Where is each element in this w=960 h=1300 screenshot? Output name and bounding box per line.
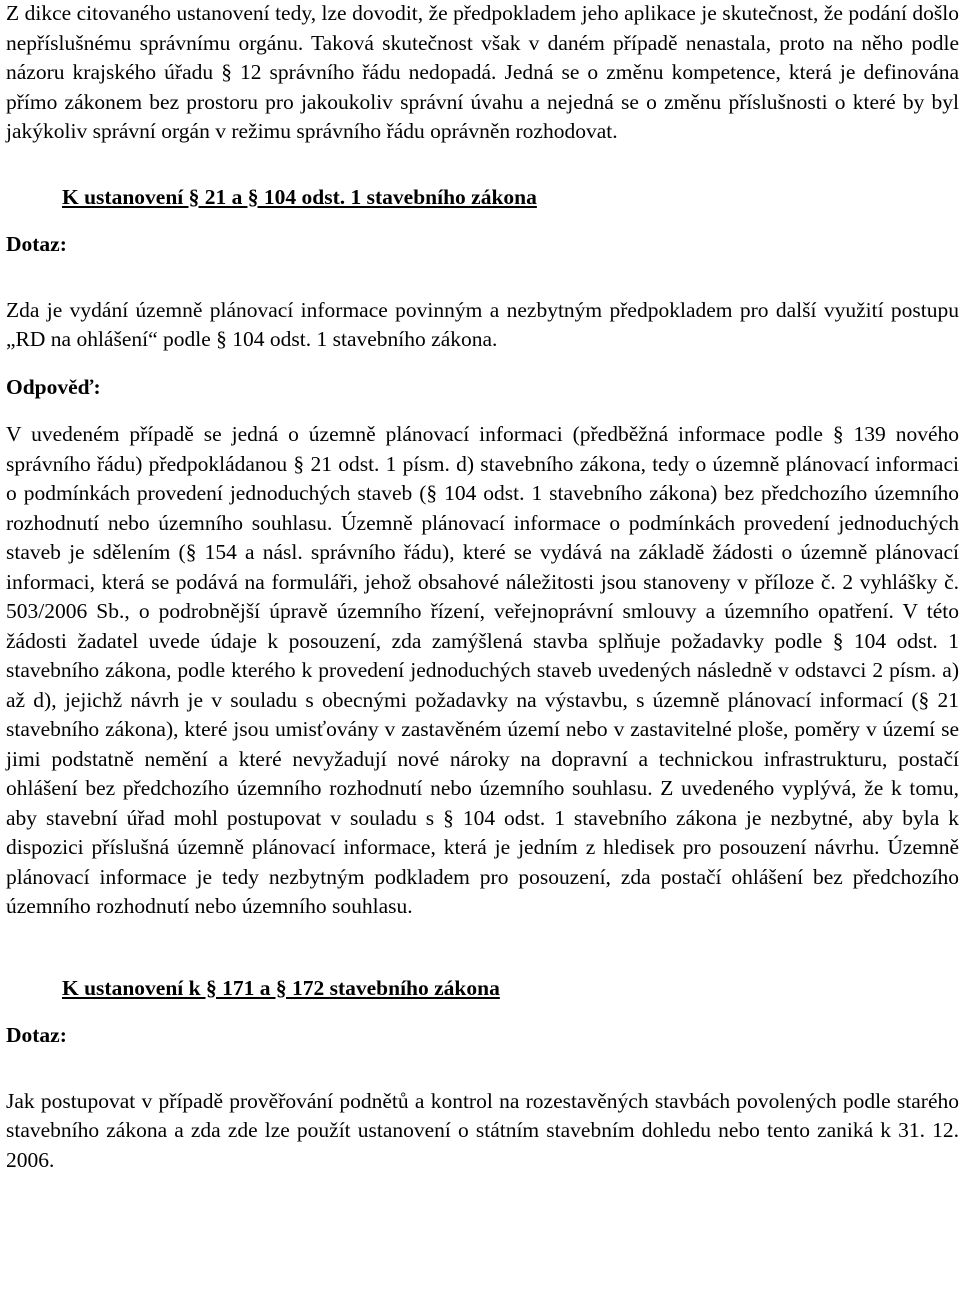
question-text: Jak postupovat v případě prověřování podnětů a kontrol na rozestavěných stavbách povolených podle starého stavebního zákona a zda zde lze použít ustanovení o státním stavebním dohledu nebo tento zaniká k 31. 12. 2006. [6,1088,959,1172]
spacer [6,922,959,974]
spacer [6,260,959,296]
spacer [6,402,959,420]
answer-label: Odpověď: [6,374,101,399]
question-label: Dotaz: [6,232,67,256]
spacer [6,1003,959,1021]
question-text: Zda je vydání územně plánovací informace povinným a nezbytným předpokladem pro další využití postupu „RD na ohlášení“ podle § 104 odst. 1 stavebního zákona. [6,297,959,351]
section-heading-171-172: K ustanovení k § 171 a § 172 stavebního zákona [62,975,500,1000]
spacer [6,1051,959,1087]
spacer [6,147,959,183]
document-page [6,0,959,1175]
spacer [6,355,959,373]
spacer [6,212,959,230]
intro-paragraph: Z dikce citovaného ustanovení tedy, lze dovodit, že předpokladem jeho aplikace je skutečnost, že podání došlo nepříslušnému správnímu orgánu. Taková skutečnost však v daném případě nenastala, proto na něho podle názoru krajského úřadu § 12 správního řádu nedopadá. Jedná se o změnu kompetence, která je definována přímo zákonem bez prostoru pro jakoukoliv správní úvahu a nejedná se o změnu příslušnosti o které by byl jakýkoliv správní orgán v režimu správního řádu oprávněn rozhodovat. [6,1,959,143]
question-label: Dotaz: [6,1023,67,1047]
section-heading-21-104: K ustanovení § 21 a § 104 odst. 1 stavebního zákona [62,184,537,209]
answer-text: V uvedeném případě se jedná o územně plánovací informaci (předběžná informace podle § 139 nového správního řádu) předpokládanou § 21 odst. 1 písm. d) stavebního zákona, tedy o územně plánovací informaci o podmínkách provedení jednoduchých staveb (§ 104 odst. 1 stavebního zákona) bez předchozího územního rozhodnutí nebo územního souhlasu. Územně plánovací informace o podmínkách provedení jednoduchých staveb je sdělením (§ 154 a násl. správního řádu), které se vydává na základě žádosti o územně plánovací informaci, která se podává na formuláři, jehož obsahové náležitosti jsou stanoveny v příloze č. 2 vyhlášky č. 503/2006 Sb., o podrobnější úpravě územního řízení, veřejnoprávní smlouvy a územního opatření. V této žádosti žadatel uvede údaje k posouzení, zda zamýšlená stavba splňuje požadavky podle § 104 odst. 1 stavebního zákona, podle kterého k provedení jednoduchých staveb uvedených následně v odstavci 2 písm. a) až d), jejichž návrh je v souladu s obecnými požadavky na výstavbu, s územně plánovací informací (§ 21 stavebního zákona), které jsou umisťovány v zastavěném území nebo v zastavitelné ploše, poměry v území se jimi podstatně nemění a které nevyžadují nové nároky na dopravní a technickou infrastrukturu, postačí ohlášení bez předchozího územního rozhodnutí nebo územního souhlasu. Z uvedeného vyplývá, že k tomu, aby stavební úřad mohl postupovat v souladu s § 104 odst. 1 stavebního zákona je nezbytné, aby byla k dispozici příslušná územně plánovací informace, která je jedním z hledisek pro posouzení návrhu. Územně plánovací informace je tedy nezbytným podkladem pro posouzení, zda postačí ohlášení bez předchozího územního rozhodnutí nebo územního souhlasu. [6,422,959,918]
